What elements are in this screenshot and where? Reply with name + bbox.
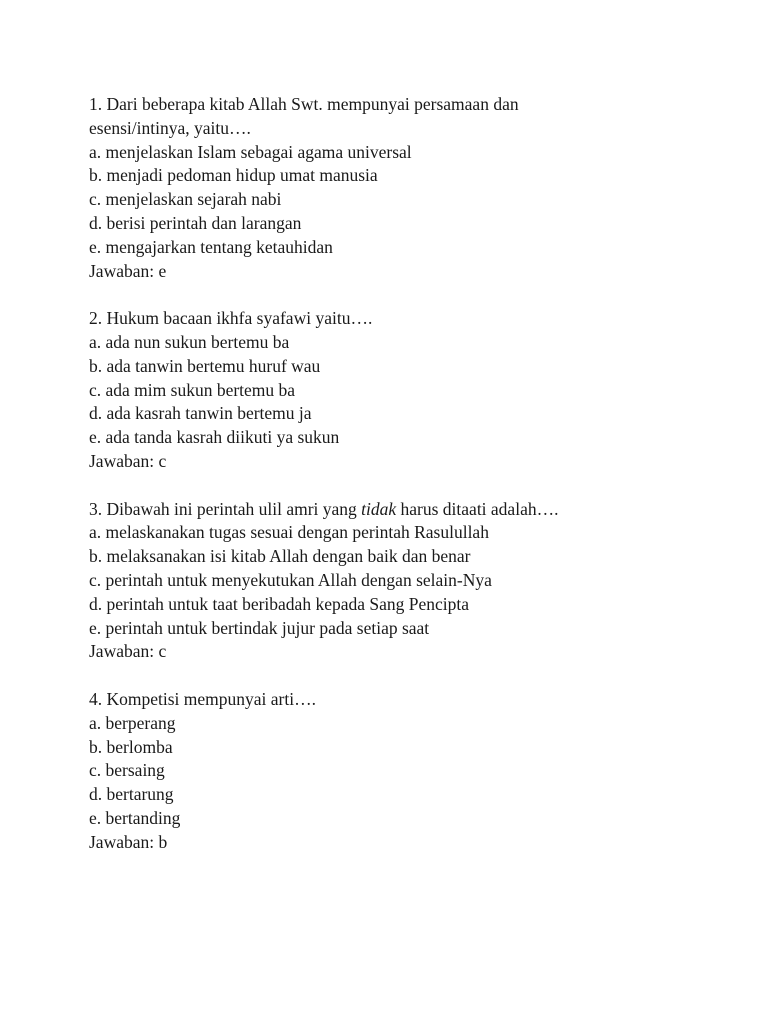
- option-c: c. menjelaskan sejarah nabi: [89, 189, 282, 210]
- question-prompt: [89, 498, 729, 522]
- option-b: b. ada tanwin bertemu huruf wau: [89, 355, 321, 376]
- option-b: b. melaksanakan isi kitab Allah dengan baik dan benar: [89, 546, 471, 567]
- option-e: e. bertanding: [89, 807, 181, 828]
- option-e: e. mengajarkan tentang ketauhidan: [89, 236, 333, 257]
- option-a: a. melaskanakan tugas sesuai dengan perintah Rasulullah: [89, 522, 489, 543]
- option-a: a. ada nun sukun bertemu ba: [89, 331, 290, 352]
- document-page: [89, 93, 749, 878]
- option-c: c. bersaing: [89, 760, 165, 781]
- question-2: [89, 307, 749, 474]
- option-a: a. menjelaskan Islam sebagai agama universal: [89, 141, 412, 162]
- option-c: c. perintah untuk menyekutukan Allah dengan selain-Nya: [89, 569, 492, 590]
- answer-key: Jawaban: b: [89, 831, 168, 852]
- option-e: e. perintah untuk bertindak jujur pada setiap saat: [89, 617, 430, 638]
- question-prompt: 1. Dari beberapa kitab Allah Swt. mempunyai persamaan dan esensi/intinya, yaitu….: [89, 94, 519, 138]
- option-e: e. ada tanda kasrah diikuti ya sukun: [89, 427, 340, 448]
- answer-key: Jawaban: e: [89, 260, 167, 281]
- option-d: d. bertarung: [89, 784, 174, 805]
- option-c: c. ada mim sukun bertemu ba: [89, 379, 296, 400]
- option-a: a. berperang: [89, 712, 176, 733]
- question-4: [89, 688, 749, 855]
- prompt-start: 3. Dibawah ini perintah ulil amri yang: [89, 498, 362, 519]
- option-d: d. berisi perintah dan larangan: [89, 212, 302, 233]
- question-3: [89, 498, 749, 665]
- prompt-end: harus ditaati adalah….: [396, 498, 559, 519]
- option-b: b. berlomba: [89, 736, 173, 757]
- option-d: d. perintah untuk taat beribadah kepada Sang Pencipta: [89, 593, 470, 614]
- question-1: [89, 93, 749, 283]
- answer-key: Jawaban: c: [89, 641, 167, 662]
- option-b: b. menjadi pedoman hidup umat manusia: [89, 165, 378, 186]
- answer-key: Jawaban: c: [89, 450, 167, 471]
- question-prompt: 2. Hukum bacaan ikhfa syafawi yaitu….: [89, 308, 373, 329]
- question-prompt: 4. Kompetisi mempunyai arti….: [89, 688, 316, 709]
- option-d: d. ada kasrah tanwin bertemu ja: [89, 403, 312, 424]
- prompt-emphasis: tidak: [361, 498, 397, 519]
